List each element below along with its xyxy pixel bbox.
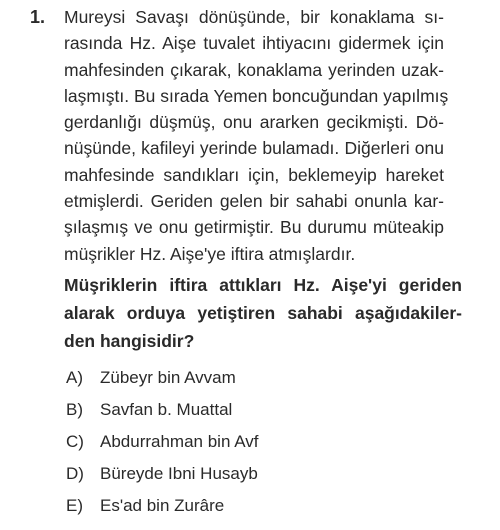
option-letter: A) (66, 368, 83, 387)
option-letter: C) (66, 432, 84, 451)
option-letter: E) (66, 496, 83, 515)
option-b[interactable] (66, 394, 486, 426)
passage-line: etmişlerdi. Geriden gelen bir sahabi onunla kar- (64, 191, 444, 212)
option-letter: D) (66, 464, 84, 483)
stem-line: Müşriklerin iftira attıkları Hz. Aişe'yi geriden (64, 274, 462, 295)
passage-line: mahfesinden çıkarak, konaklama yerinden uzak- (64, 59, 444, 80)
passage-line: laşmıştı. Bu sırada Yemen boncuğundan yapılmış (64, 85, 449, 106)
option-text: Büreyde Ibni Husayb (100, 464, 258, 483)
passage-line: müşrikler Hz. Aişe'ye iftira atmışlardır. (64, 243, 356, 264)
passage-line: rasında Hz. Aişe tuvalet ihtiyacını gidermek için (64, 33, 444, 54)
option-text: Abdurrahman bin Avf (100, 432, 259, 451)
passage-line: mahfesinde sandıkları için, beklemeyip hareket (64, 164, 444, 185)
option-a[interactable] (66, 362, 486, 394)
passage-line: gerdanlığı düşmüş, onu ararken gecikmişti. Dö- (64, 112, 444, 133)
passage-line: Mureysi Savaşı dönüşünde, bir konaklama sı- (64, 7, 444, 27)
question-body (64, 4, 494, 355)
option-c[interactable] (66, 426, 486, 458)
option-d[interactable] (66, 458, 486, 490)
option-text: Es'ad bin Zurâre (100, 496, 225, 515)
question-stem (64, 271, 494, 355)
option-text: Savfan b. Muattal (100, 400, 233, 419)
option-e[interactable] (66, 490, 486, 522)
stem-line: alarak orduya yetiştiren sahabi aşağıdakiler- (64, 302, 462, 323)
question-passage (64, 4, 494, 267)
answer-options (66, 362, 486, 522)
passage-line: nüşünde, kafileyi yerinde bulamadı. Diğerleri onu (64, 138, 444, 159)
passage-line: şılaşmış ve onu getirmiştir. Bu durumu müteakip (64, 217, 444, 238)
option-letter: B) (66, 400, 83, 419)
option-text: Zübeyr bin Avvam (100, 368, 236, 387)
stem-line: den hangisidir? (64, 330, 195, 351)
question-number: 1. (30, 7, 46, 27)
